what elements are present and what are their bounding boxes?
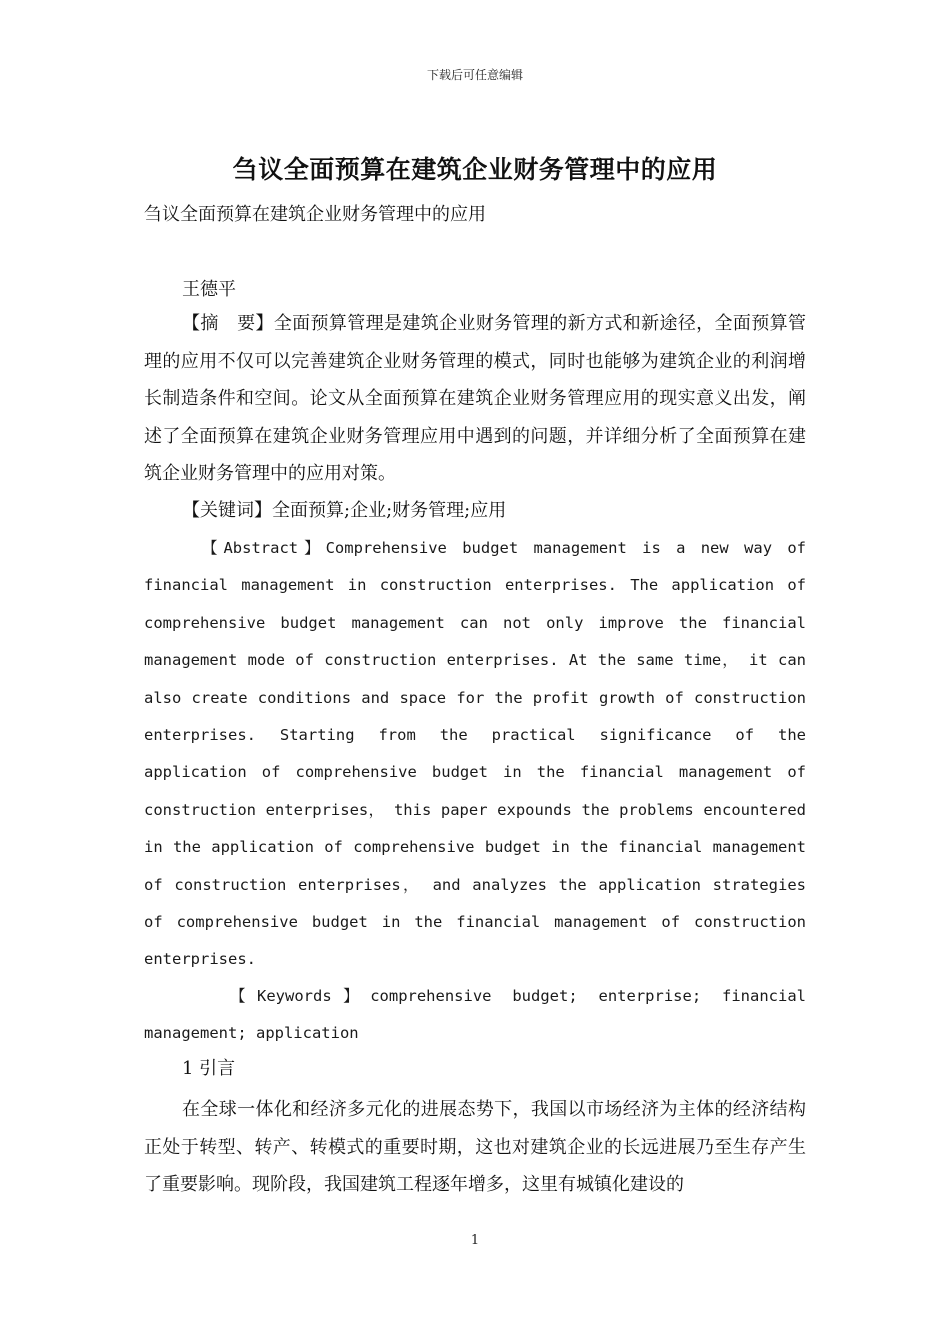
- abstract-chinese: 【摘 要】全面预算管理是建筑企业财务管理的新方式和新途径，全面预算管理的应用不仅可以完善建筑企业财务管理的模式，同时也能够为建筑企业的利润增长制造条件和空间。论文从全面预算在建筑企业财务管理应用的现实意义出发，阐述了全面预算在建筑企业财务管理应用中遇到的问题，并详细分析了全面预算在建筑企业财务管理中的应用对策。: [144, 313, 806, 484]
- author-name: 王德平: [182, 279, 236, 300]
- document-title: 刍议全面预算在建筑企业财务管理中的应用: [232, 155, 718, 184]
- section-heading-introduction: 1 引言: [182, 1058, 236, 1079]
- keywords-chinese: 【关键词】全面预算;企业;财务管理;应用: [182, 500, 507, 521]
- document-subtitle: 刍议全面预算在建筑企业财务管理中的应用: [144, 204, 486, 225]
- keywords-english: 【Keywords】comprehensive budget; enterprise; financial management; application: [144, 987, 806, 1043]
- introduction-paragraph: 在全球一体化和经济多元化的进展态势下，我国以市场经济为主体的经济结构正处于转型、转产、转模式的重要时期，这也对建筑企业的长远进展乃至生存产生了重要影响。现阶段，我国建筑工程逐年增多，这里有城镇化建设的: [144, 1099, 806, 1195]
- page-header-note: 下载后可任意编辑: [426, 68, 523, 82]
- abstract-english: 【Abstract】Comprehensive budget management is a new way of financial management in construction enterprises. The application of comprehensive budget management can not only improve the financial management mode of construction enterprises. At the same time， it can also create conditions and space for the profit growth of construction enterprises. Starting from the practical significance of the application of comprehensive budget in the financial management of construction enterprises， this paper expounds the problems encountered in the application of comprehensive budget in the financial management of construction enterprises， and analyzes the application strategies of comprehensive budget in the financial management of construction enterprises.: [144, 539, 806, 969]
- page-number: 1: [470, 1233, 480, 1248]
